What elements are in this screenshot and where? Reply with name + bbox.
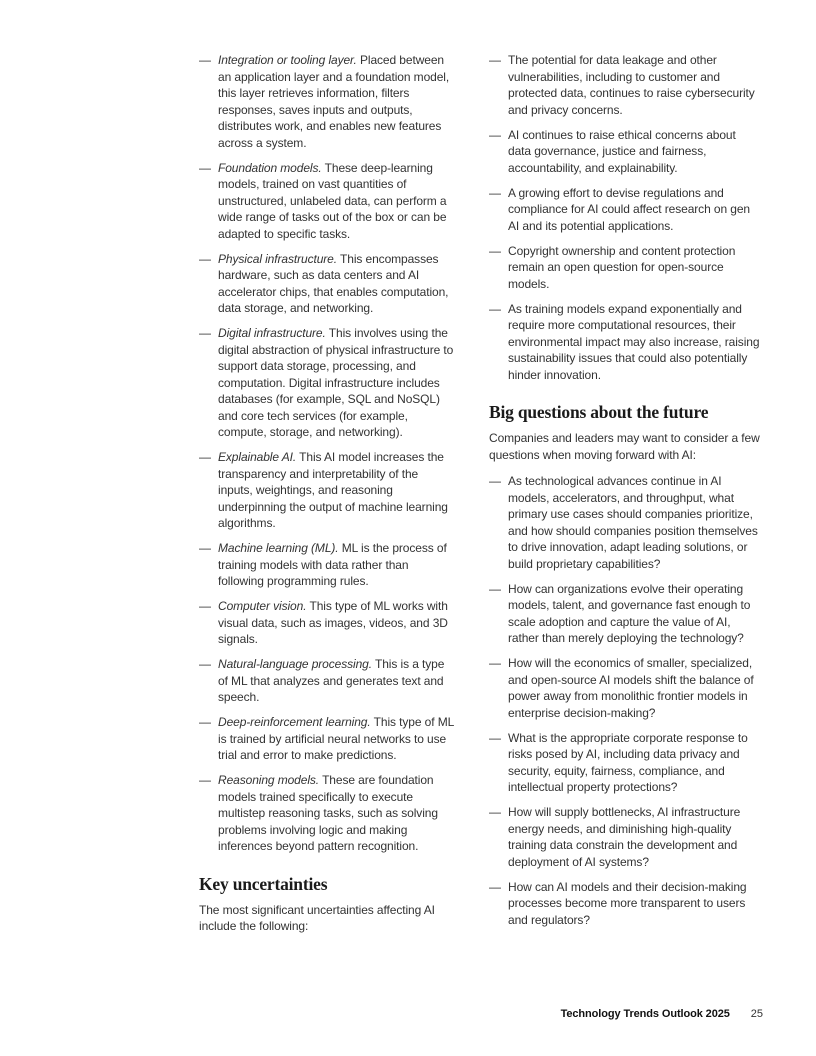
uncertainty-text: The potential for data leakage and other vulnerabilities, including to customer and protected data, continues to raise cybersecurity and privacy concerns. (508, 53, 755, 117)
term-label: Digital infrastructure. (218, 326, 326, 340)
term-text: This type of ML is trained by artificial neural networks to use trial and error to make predictions. (218, 715, 454, 762)
bullet-dash-icon: — (489, 53, 501, 67)
bullet-dash-icon: — (199, 657, 211, 671)
bullet-dash-icon: — (489, 185, 501, 200)
term-list-item (199, 540, 455, 590)
uncertainty-list-item (489, 185, 761, 235)
uncertainty-list-item (489, 243, 761, 293)
bullet-dash-icon: — (199, 599, 211, 613)
term-label: Integration or tooling layer. (218, 53, 357, 67)
term-label: Deep-reinforcement learning. (218, 715, 371, 729)
term-definition (218, 52, 455, 151)
term-list-item (199, 52, 455, 151)
term-list-item (199, 772, 455, 855)
page-number: 25 (750, 1008, 763, 1020)
question-text: How will the economics of smaller, specialized, and open-source AI models shift the balance of power away from monolithic frontier models in enterprise decision-making? (508, 656, 754, 720)
term-text: These are foundation models trained specifically to execute multistep reasoning tasks, such as solving problems involving logic and making inferences beyond pattern recognition. (218, 773, 438, 853)
right-column (489, 52, 761, 945)
term-label: Explainable AI. (218, 450, 297, 464)
section-heading-big-questions: Big questions about the future (489, 402, 709, 422)
term-label: Physical infrastructure. (218, 251, 337, 266)
uncertainty-list-item (489, 52, 761, 118)
bullet-dash-icon: — (199, 541, 211, 555)
bullet-dash-icon: — (199, 53, 211, 67)
question-text: How can AI models and their decision-making processes become more transparent to users and regulators? (508, 879, 747, 927)
term-list-item (199, 714, 455, 764)
uncertainty-list-item (489, 301, 761, 384)
bullet-dash-icon: — (199, 326, 211, 340)
question-text: How will supply bottlenecks, AI infrastructure energy needs, and diminishing high-quality training data constrain the development and deployment of AI systems? (508, 805, 741, 869)
left-column (199, 52, 455, 945)
uncertainty-text: As training models expand exponentially and require more computational resources, their environmental impact may also increase, raising sustainability issues that could also potentially hinder innovation. (508, 301, 760, 382)
bullet-dash-icon: — (489, 581, 501, 596)
question-list-item (489, 581, 761, 647)
uncertainty-text: Copyright ownership and content protection remain an open question for open-source models. (508, 243, 736, 291)
page-footer (561, 1007, 763, 1021)
bullet-dash-icon: — (199, 773, 211, 787)
bullet-dash-icon: — (489, 474, 501, 488)
uncertainty-text: A growing effort to devise regulations and compliance for AI could affect research on gen AI and its potential applications. (508, 185, 750, 233)
term-text: ML is the process of training models with data rather than following programming rules. (218, 541, 447, 588)
two-column-layout (199, 52, 761, 945)
term-definition (218, 540, 455, 590)
uncertainty-list-item (489, 127, 761, 177)
term-list-item (199, 251, 455, 317)
term-text: This involves using the digital abstraction of physical infrastructure to support data storage, processing, and computation. Digital infrastructure includes databases (for example, SQL and NoSQL) and core tech services (for example, compute, storage, and networking). (218, 326, 454, 439)
term-definition (218, 449, 455, 532)
bullet-dash-icon: — (489, 656, 501, 670)
bullet-dash-icon: — (199, 251, 211, 266)
term-list-item (199, 656, 455, 706)
question-text: What is the appropriate corporate response to risks posed by AI, including data privacy and security, equity, fairness, compliance, and intellectual property protections? (508, 730, 748, 794)
question-list-item (489, 655, 761, 721)
bullet-dash-icon: — (489, 301, 501, 316)
bullet-dash-icon: — (199, 160, 211, 175)
term-definition (218, 772, 455, 855)
bullet-dash-icon: — (199, 715, 211, 729)
question-text: How can organizations evolve their operating models, talent, and governance fast enough to scale adoption and capture the value of AI, rather than merely deploying the technology? (508, 581, 751, 645)
term-text: This is a type of ML that analyzes and generates text and speech. (218, 657, 445, 704)
uncertainty-text: AI continues to raise ethical concerns about data governance, justice and fairness, accountability, and explainability. (508, 127, 736, 175)
big-questions-intro: Companies and leaders may want to consider a few questions when moving forward with AI: (489, 431, 760, 462)
term-text: This AI model increases the transparency and interpretability of the inputs, weightings, and reasoning underpinning the output of machine learning algorithms. (218, 450, 448, 530)
term-label: Machine learning (ML). (218, 541, 339, 555)
term-list-item (199, 598, 455, 648)
term-text: This type of ML works with visual data, such as images, videos, and 3D signals. (218, 599, 448, 646)
question-text: As technological advances continue in AI models, accelerators, and throughput, what primary use cases should companies prioritize, and how should companies position themselves to drive innovation, adapt leading solutions, or build proprietary capabilities? (508, 474, 758, 571)
term-text: These deep-learning models, trained on vast quantities of unstructured, unlabeled data, can perform a wide range of tasks out of the box or can be adapted to specific tasks. (218, 160, 447, 241)
report-title: Technology Trends Outlook 2025 (560, 1008, 730, 1020)
term-definition (218, 714, 455, 764)
section-heading-key-uncertainties: Key uncertainties (199, 873, 328, 894)
term-definition (218, 598, 455, 648)
question-list-item (489, 804, 761, 870)
term-label: Reasoning models. (218, 773, 320, 787)
term-list-item (199, 160, 455, 243)
bullet-dash-icon: — (489, 127, 501, 142)
term-list-item (199, 449, 455, 532)
term-label: Foundation models. (218, 160, 322, 175)
bullet-dash-icon: — (489, 805, 501, 819)
bullet-dash-icon: — (199, 450, 211, 464)
question-list-item (489, 730, 761, 796)
term-definition (218, 325, 455, 441)
term-label: Computer vision. (218, 599, 307, 613)
term-definition (218, 160, 455, 243)
question-list-item (489, 473, 761, 572)
term-definition (218, 656, 455, 706)
bullet-dash-icon: — (489, 243, 501, 258)
key-uncertainties-intro: The most significant uncertainties affecting AI include the following: (199, 902, 435, 933)
bullet-dash-icon: — (489, 879, 501, 894)
term-label: Natural-language processing. (218, 657, 372, 671)
term-text: Placed between an application layer and a foundation model, this layer retrieves information, filters responses, saves inputs and outputs, distributes work, and enables new features across a system. (218, 53, 450, 150)
question-list-item (489, 879, 761, 929)
term-definition (218, 251, 455, 317)
term-list-item (199, 325, 455, 441)
bullet-dash-icon: — (489, 730, 501, 745)
term-text: This encompasses hardware, such as data centers and AI accelerator chips, that enables computation, data storage, and networking. (218, 251, 449, 315)
